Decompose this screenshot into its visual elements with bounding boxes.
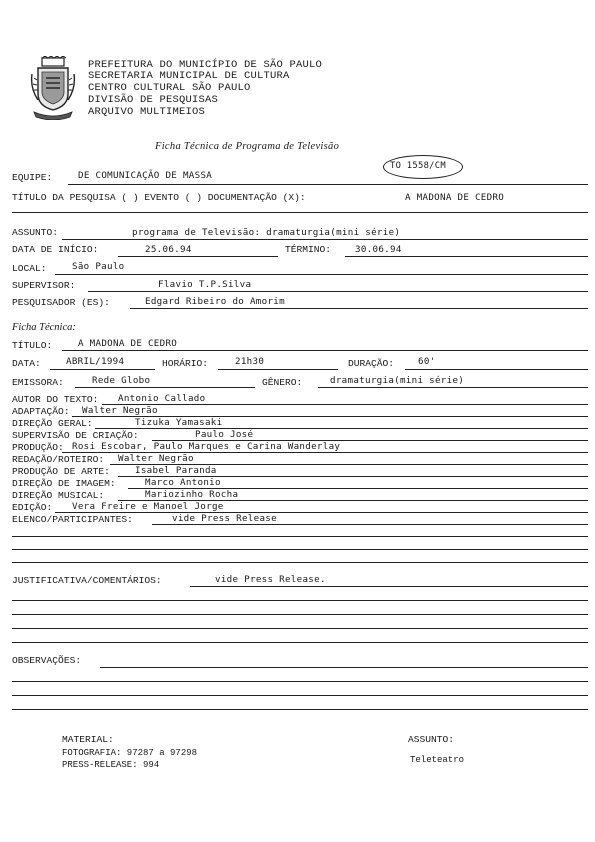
- justification-value: vide Press Release.: [215, 574, 326, 585]
- credit-value: Antonio Callado: [118, 393, 206, 404]
- rule: [218, 369, 338, 370]
- equipe-value: DE COMUNICAÇÃO DE MASSA: [78, 170, 213, 181]
- material-item: FOTOGRAFIA: 97287 a 97298: [62, 748, 198, 758]
- header-line-2: SECRETARIA MUNICIPAL DE CULTURA: [88, 70, 290, 82]
- duration-value: 60': [418, 356, 436, 367]
- rule: [68, 184, 588, 185]
- assunto-value: programa de Televisão: dramaturgia(mini série): [132, 227, 401, 238]
- credit-label: PRODUÇÃO:: [12, 442, 64, 453]
- genre-value: dramaturgia(mini série): [330, 375, 465, 386]
- credit-label: ELENCO/PARTICIPANTES:: [12, 514, 133, 525]
- local-label: LOCAL:: [12, 263, 47, 274]
- credit-value: Tizuka Yamasaki: [135, 417, 223, 428]
- credit-label: DIREÇÃO MUSICAL:: [12, 490, 105, 501]
- rule: [55, 512, 588, 513]
- credit-value: Isabel Paranda: [135, 465, 217, 476]
- catalog-stamp-text: TO 1558/CM: [390, 161, 446, 171]
- time-label: HORÁRIO:: [162, 358, 209, 369]
- footer-subject-value: Teleteatro: [410, 755, 465, 765]
- credit-label: DIREÇÃO DE IMAGEM:: [12, 478, 116, 489]
- research-title-label: TÍTULO DA PESQUISA ( ) EVENTO ( ) DOCUMENTAÇÃO (X):: [12, 192, 306, 203]
- rule: [12, 212, 588, 213]
- start-date-value: 25.06.94: [145, 244, 192, 255]
- rule: [12, 709, 588, 710]
- rule: [62, 350, 588, 351]
- rule: [95, 428, 588, 429]
- credit-value: Walter Negrão: [118, 453, 194, 464]
- end-date-value: 30.06.94: [355, 244, 402, 255]
- supervisor-label: SUPERVISOR:: [12, 280, 76, 291]
- rule: [62, 452, 588, 453]
- rule: [12, 695, 588, 696]
- start-date-label: DATA DE INÍCIO:: [12, 244, 99, 255]
- researcher-label: PESQUISADOR (ES):: [12, 297, 110, 308]
- credit-label: SUPERVISÃO DE CRIAÇÃO:: [12, 430, 139, 441]
- equipe-label: EQUIPE:: [12, 172, 53, 183]
- rule: [100, 667, 588, 668]
- credit-label: ADAPTAÇÃO:: [12, 406, 70, 417]
- rule: [405, 369, 588, 370]
- date-label: DATA:: [12, 358, 41, 369]
- rule: [118, 476, 588, 477]
- credit-value: Walter Negrão: [82, 405, 158, 416]
- duration-label: DURAÇÃO:: [348, 358, 395, 369]
- credit-label: REDAÇÃO/ROTEIRO:: [12, 454, 105, 465]
- credit-value: Vera Freire e Manoel Jorge: [72, 501, 224, 512]
- rule: [102, 404, 588, 405]
- rule: [12, 681, 588, 682]
- rule: [128, 488, 588, 489]
- rule: [118, 256, 278, 257]
- rule: [12, 642, 588, 643]
- header-line-4: DIVISÃO DE PESQUISAS: [88, 94, 219, 106]
- page-title: Ficha Técnica de Programa de Televisão: [155, 141, 340, 152]
- material-label: MATERIAL:: [62, 734, 114, 745]
- rule: [190, 586, 588, 587]
- rule: [318, 387, 588, 388]
- rule: [62, 239, 588, 240]
- assunto-label: ASSUNTO:: [12, 227, 59, 238]
- rule: [88, 291, 588, 292]
- rule: [130, 308, 588, 309]
- header-line-1: PREFEITURA DO MUNICÍPIO DE SÃO PAULO: [88, 59, 323, 71]
- research-title-value: A MADONA DE CEDRO: [405, 192, 505, 203]
- title-label: TÍTULO:: [12, 340, 53, 351]
- material-item: PRESS-RELEASE: 994: [62, 760, 160, 770]
- credit-value: vide Press Release: [172, 513, 277, 524]
- rule: [50, 369, 155, 370]
- rule: [110, 464, 588, 465]
- credit-label: PRODUÇÃO DE ARTE:: [12, 466, 110, 477]
- coat-of-arms-emblem: [30, 56, 76, 120]
- rule: [12, 562, 588, 563]
- footer-subject-label: ASSUNTO:: [408, 734, 455, 745]
- credit-label: EDIÇÃO:: [12, 502, 53, 513]
- researcher-value: Edgard Ribeiro do Amorim: [145, 296, 285, 307]
- title-value: A MADONA DE CEDRO: [78, 338, 178, 349]
- rule: [12, 536, 588, 537]
- rule: [55, 274, 588, 275]
- local-value: São Paulo: [72, 261, 125, 272]
- rule: [118, 500, 588, 501]
- date-value: ABRIL/1994: [66, 356, 125, 367]
- credit-value: Rosi Escobar, Paulo Marques e Carina Wanderlay: [72, 441, 341, 452]
- credit-label: AUTOR DO TEXTO:: [12, 394, 99, 405]
- credit-value: Mariozinho Rocha: [145, 489, 239, 500]
- rule: [152, 524, 588, 525]
- credit-value: Marco Antonio: [145, 477, 221, 488]
- rule: [152, 440, 588, 441]
- header-line-5: ARQUIVO MULTIMEIOS: [88, 106, 206, 118]
- rule: [12, 628, 588, 629]
- time-value: 21h30: [235, 356, 265, 367]
- credit-label: DIREÇÃO GERAL:: [12, 418, 93, 429]
- justification-label: JUSTIFICATIVA/COMENTÁRIOS:: [12, 575, 162, 586]
- rule: [72, 416, 588, 417]
- rule: [12, 549, 588, 550]
- notes-label: OBSERVAÇÕES:: [12, 655, 82, 666]
- rule: [12, 614, 588, 615]
- supervisor-value: Flavio T.P.Silva: [158, 279, 252, 290]
- end-date-label: TÉRMINO:: [285, 244, 332, 255]
- broadcaster-value: Rede Globo: [92, 375, 151, 386]
- header-line-3: CENTRO CULTURAL SÃO PAULO: [88, 82, 251, 94]
- credit-value: Paulo José: [195, 429, 254, 440]
- broadcaster-label: EMISSORA:: [12, 377, 64, 388]
- technical-sheet-heading: Ficha Técnica:: [12, 322, 76, 333]
- genre-label: GÊNERO:: [262, 377, 303, 388]
- rule: [75, 387, 255, 388]
- rule: [345, 256, 588, 257]
- rule: [12, 600, 588, 601]
